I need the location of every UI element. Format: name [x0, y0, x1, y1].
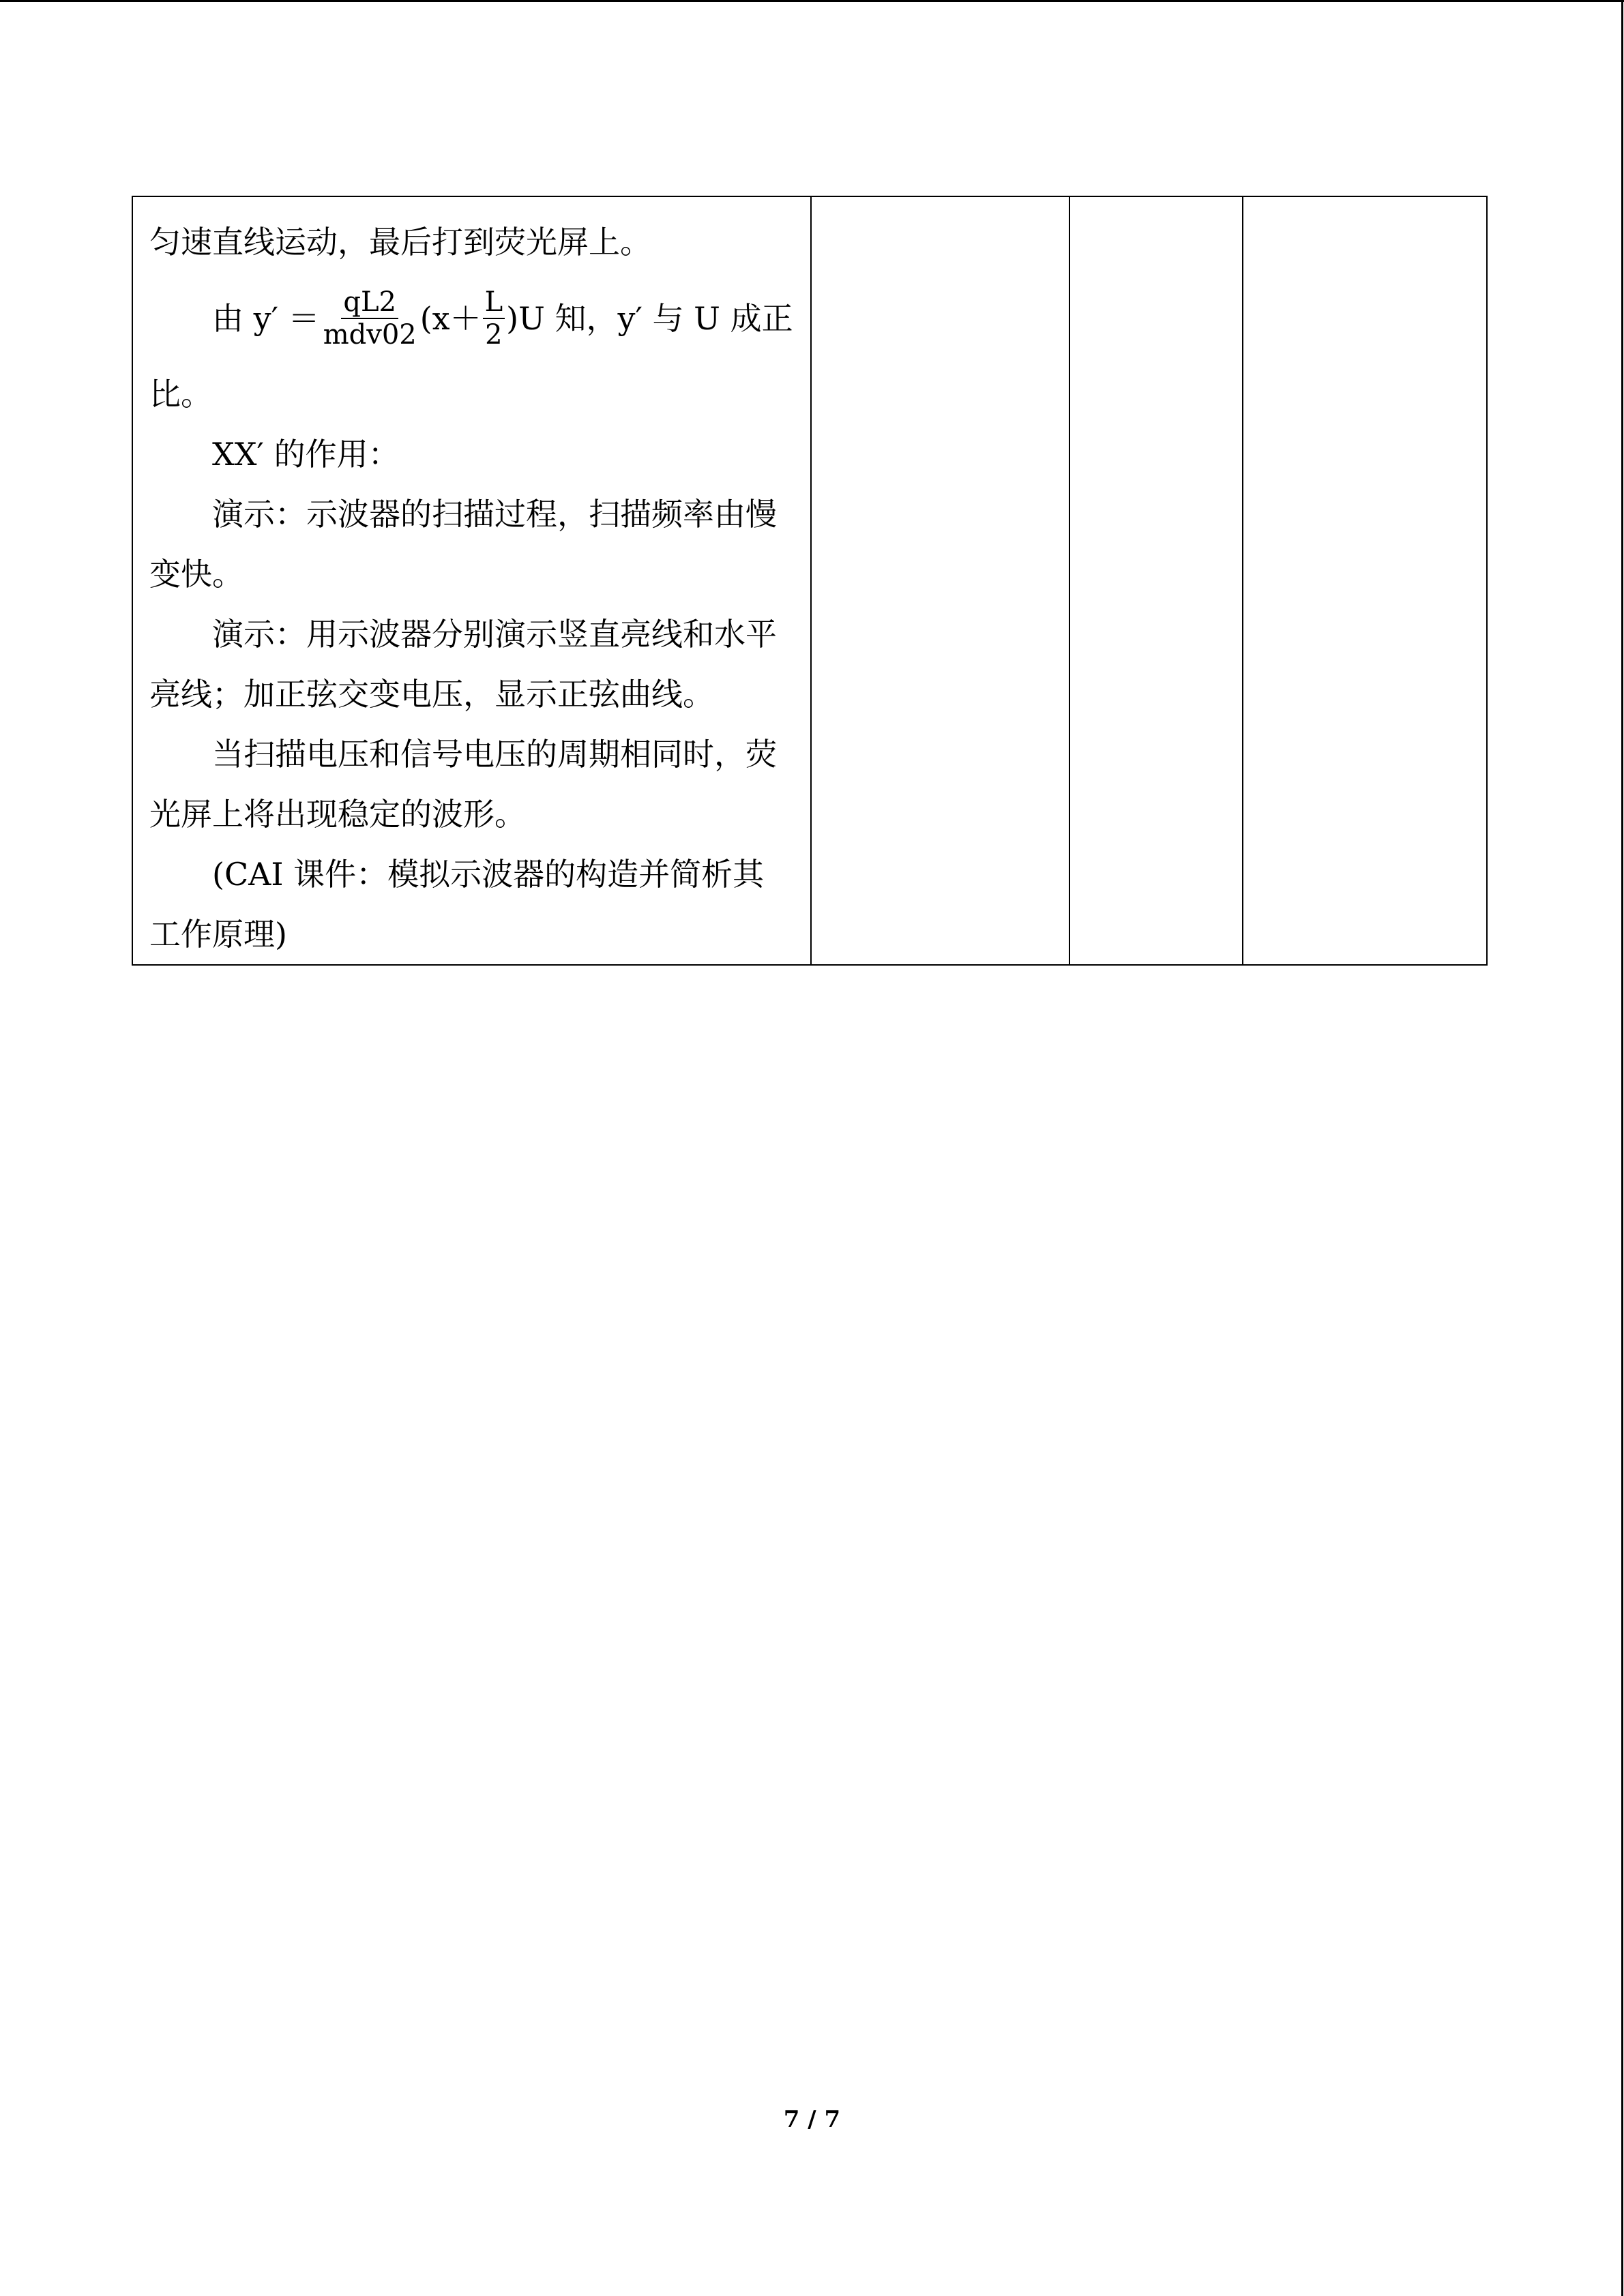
formula-prefix: 由 y′ ＝ [212, 299, 320, 337]
cell-text [133, 197, 810, 964]
fraction-denominator: 2 [485, 318, 503, 351]
demo-bright-lines: 演示：用示波器分别演示竖直亮线和水平亮线；加正弦交变电压，显示正弦曲线。 [149, 616, 777, 713]
empty-cell-2 [811, 196, 1069, 965]
fraction-l-2 [483, 286, 505, 351]
demo-scan-process: 演示：示波器的扫描过程，扫描频率由慢变快。 [149, 496, 777, 593]
page-number: 7 / 7 [783, 2106, 841, 2133]
xx-heading: XX′ 的作用： [212, 436, 400, 473]
fraction-numerator: qL2 [341, 286, 398, 319]
fraction-ql2-mdv02 [321, 286, 419, 351]
empty-cell-3 [1069, 196, 1243, 965]
empty-cell-4 [1243, 196, 1487, 965]
page-frame-right [1621, 0, 1623, 2296]
cai-courseware-note: (CAI 课件：模拟示波器的构造并简析其工作原理) [149, 856, 765, 953]
fraction-numerator: L [483, 286, 505, 319]
content-cell [132, 196, 811, 965]
lesson-table [132, 196, 1488, 966]
table-row [132, 196, 1487, 965]
line-uniform-motion: 匀速直线运动，最后打到荧光屏上。 [149, 224, 651, 260]
formula-line [149, 272, 794, 364]
line-continuation: 比。 [149, 376, 212, 413]
stable-waveform-note: 当扫描电压和信号电压的周期相同时，荧光屏上将出现稳定的波形。 [149, 736, 777, 833]
formula-suffix: )U 知，y′ 与 U 成正 [506, 299, 793, 337]
formula-open: (x＋ [419, 299, 482, 337]
fraction-denominator: mdv02 [323, 318, 417, 351]
page-frame-top [0, 0, 1624, 2]
